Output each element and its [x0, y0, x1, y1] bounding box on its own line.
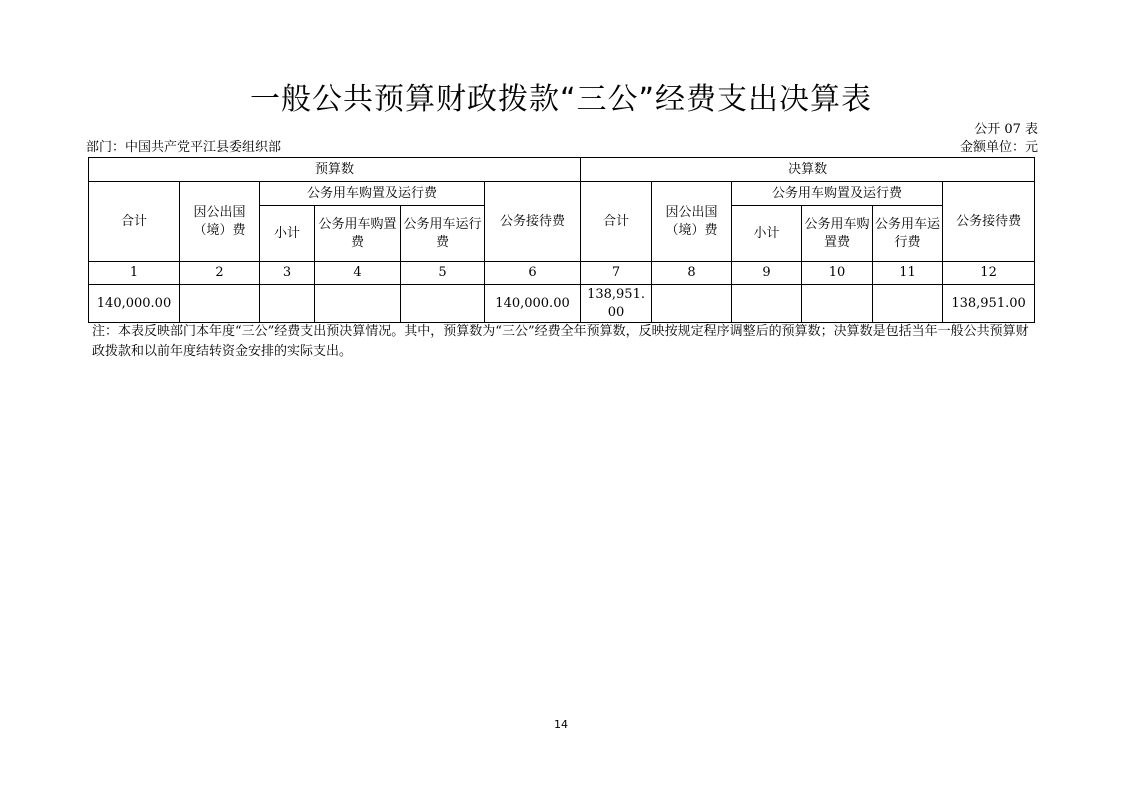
- budget-total-cell: 140,000.00: [89, 285, 180, 323]
- form-code: 公开 07 表: [974, 122, 1038, 137]
- budget-vehicle-group-header: 公务用车购置及运行费: [260, 182, 485, 206]
- budget-vehicle-purchase-cell: [315, 285, 401, 323]
- column-number: 3: [260, 262, 315, 285]
- final-reception-cell: 138,951.00: [943, 285, 1035, 323]
- amount-unit-label: 金额单位：元: [959, 140, 1038, 155]
- final-vehicle-purchase-cell: [802, 285, 873, 323]
- budget-reception-header: 公务接待费: [485, 182, 581, 262]
- final-subtotal-cell: [732, 285, 802, 323]
- column-number: 11: [873, 262, 943, 285]
- column-number-row: [89, 262, 1035, 285]
- final-total-cell: 138,951.00: [581, 285, 652, 323]
- budget-vehicle-operation-header: 公务用车运行费: [401, 206, 485, 262]
- page-number: 14: [554, 718, 568, 731]
- budget-group-header: 预算数: [89, 158, 581, 182]
- final-subtotal-header: 小计: [732, 206, 802, 262]
- final-reception-header: 公务接待费: [943, 182, 1035, 262]
- budget-abroad-cell: [180, 285, 260, 323]
- final-group-header: 决算数: [581, 158, 1035, 182]
- budget-total-header: 合计: [89, 182, 180, 262]
- column-number: 6: [485, 262, 581, 285]
- final-vehicle-group-header: 公务用车购置及运行费: [732, 182, 943, 206]
- column-number: 2: [180, 262, 260, 285]
- final-vehicle-purchase-header: 公务用车购置费: [802, 206, 873, 262]
- budget-reception-cell: 140,000.00: [485, 285, 581, 323]
- budget-subtotal-cell: [260, 285, 315, 323]
- department-label: 部门：中国共产党平江县委组织部: [86, 140, 282, 155]
- budget-vehicle-operation-cell: [401, 285, 485, 323]
- three-public-expenses-table: [88, 157, 1035, 323]
- budget-abroad-header: 因公出国（境）费: [180, 182, 260, 262]
- page-title: 一般公共预算财政拨款“三公”经费支出决算表: [249, 82, 873, 117]
- column-number: 10: [802, 262, 873, 285]
- budget-subtotal-header: 小计: [260, 206, 315, 262]
- table-note: 注：本表反映部门本年度“三公”经费支出预决算情况。其中，预算数为“三公”经费全年预算数，反映按规定程序调整后的预算数；决算数是包括当年一般公共预算财政拨款和以前年度结转资金安排的实际支出。: [92, 324, 1029, 359]
- column-number: 5: [401, 262, 485, 285]
- budget-vehicle-purchase-header: 公务用车购置费: [315, 206, 401, 262]
- column-number: 8: [652, 262, 732, 285]
- column-number: 1: [89, 262, 180, 285]
- final-total-header: 合计: [581, 182, 652, 262]
- final-vehicle-operation-cell: [873, 285, 943, 323]
- column-number: 7: [581, 262, 652, 285]
- column-number: 12: [943, 262, 1035, 285]
- column-number: 4: [315, 262, 401, 285]
- table-row: [89, 285, 1035, 323]
- final-abroad-cell: [652, 285, 732, 323]
- final-vehicle-operation-header: 公务用车运行费: [873, 206, 943, 262]
- column-number: 9: [732, 262, 802, 285]
- final-abroad-header: 因公出国（境）费: [652, 182, 732, 262]
